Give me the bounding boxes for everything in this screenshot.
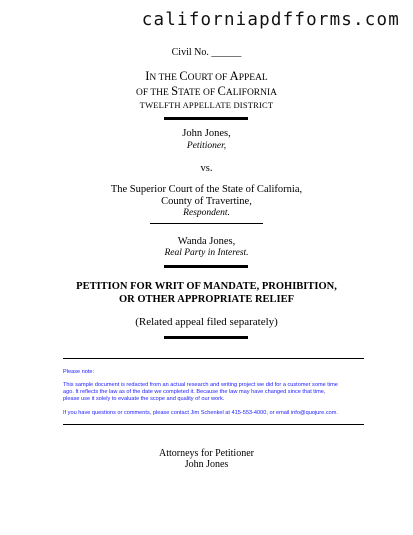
note-contact: If you have questions or comments, please contact Jim Schenkel at 415-553-4000, or email info@quojure.com. bbox=[63, 410, 338, 416]
divider-rule bbox=[164, 336, 248, 339]
court-name-line2: OF THE STATE OF CALIFORNIA bbox=[135, 84, 278, 98]
related-appeal-note: (Related appeal filed separately) bbox=[135, 316, 278, 328]
note-bottom-rule bbox=[63, 424, 364, 425]
divider-rule-thin bbox=[150, 223, 263, 224]
note-paragraph-1: This sample document is redacted from an actual research and writing project we did for a customer some time ago. It reflects the law as of the date we completed it. Because the law may have changed since that time, please use it solely to evaluate the scope and quality of our work. bbox=[63, 382, 338, 403]
petitioner-name: John Jones, bbox=[182, 128, 231, 139]
attorneys-label: Attorneys for Petitioner bbox=[159, 448, 254, 459]
divider-rule bbox=[164, 117, 248, 120]
petition-title-line2: OR OTHER APPROPRIATE RELIEF bbox=[118, 294, 295, 305]
petition-title-line1: PETITION FOR WRIT OF MANDATE, PROHIBITION, bbox=[76, 281, 337, 292]
note-top-rule bbox=[63, 358, 364, 359]
petitioner-role: Petitioner, bbox=[186, 141, 227, 151]
attorneys-client: John Jones bbox=[184, 459, 229, 470]
civil-number: Civil No. ______ bbox=[171, 47, 242, 58]
appellate-district: TWELFTH APPELLATE DISTRICT bbox=[139, 100, 274, 110]
note-heading: Please note: bbox=[63, 369, 95, 375]
respondent-name-line2: County of Travertine, bbox=[161, 196, 252, 207]
real-party-name: Wanda Jones, bbox=[177, 236, 236, 247]
divider-rule bbox=[164, 265, 248, 268]
versus-label: vs. bbox=[200, 163, 213, 174]
respondent-role: Respondent. bbox=[183, 208, 230, 218]
real-party-role: Real Party in Interest. bbox=[164, 248, 249, 258]
court-name-line1: IN THE COURT OF APPEAL bbox=[145, 69, 268, 83]
watermark-url: californiapdfforms.com bbox=[141, 10, 400, 30]
respondent-name-line1: The Superior Court of the State of California, bbox=[110, 184, 303, 195]
